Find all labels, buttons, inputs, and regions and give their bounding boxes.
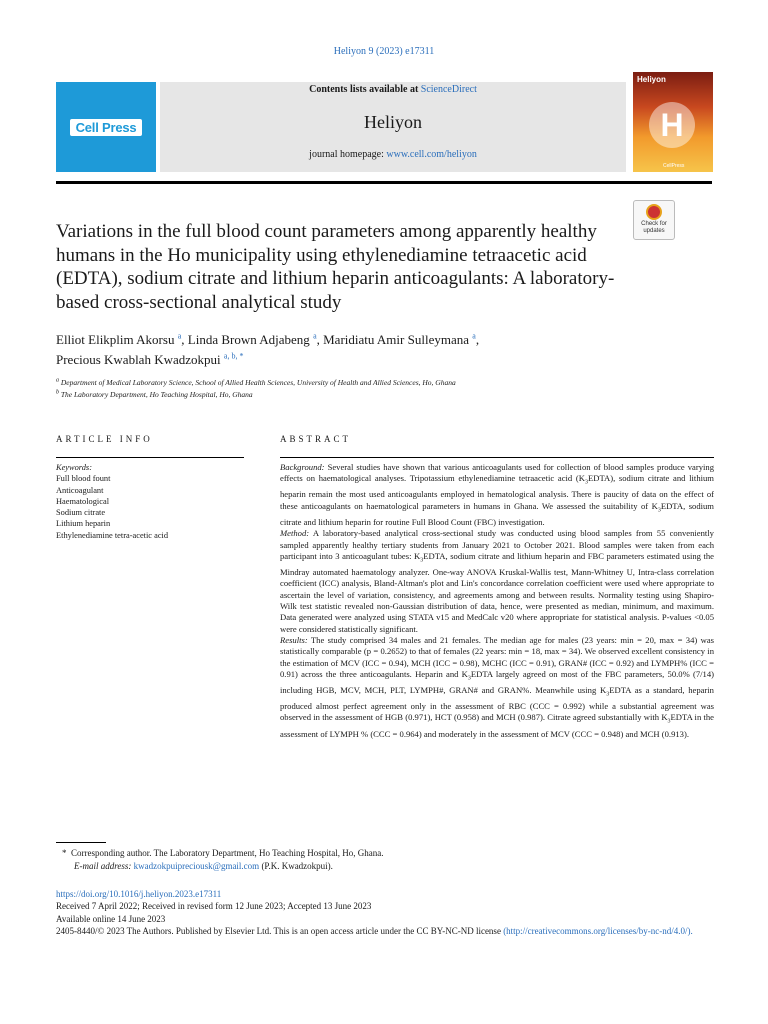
author-separator: , [316,332,324,347]
check-updates-line2: updates [643,228,665,234]
license-link[interactable]: (http://creativecommons.org/licenses/by-nc-nd/4.0/). [503,925,693,936]
corresponding-mark: * [62,848,67,858]
affiliations [56,377,676,401]
bookmark-icon [646,204,662,220]
subscript: 3 [606,691,610,698]
article-info-divider [56,457,244,458]
keyword: Ethylenediamine tetra-acetic acid [56,530,169,540]
email-link[interactable]: kwadzokpuipreciousk@gmail.com [133,860,260,871]
keywords-label: Keywords: [56,463,92,472]
author-affil-link[interactable]: a [177,331,182,341]
license-text: 2405-8440/© 2023 The Authors. Published by Elsevier Ltd. This is an open access article under the CC BY-NC-ND license [56,925,501,936]
citation-link[interactable]: Heliyon 9 (2023) e17311 [333,46,435,57]
abstract-heading: ABSTRACT [280,434,352,444]
keyword: Anticoagulant [56,485,104,495]
author-name[interactable]: Precious Kwablah Kwadzokpui [56,352,221,367]
affiliation-text: Department of Medical Laboratory Science, School of Allied Health Sciences, University of Health and Allied Sciences, Ho, Ghana [60,378,456,387]
publisher-logo[interactable] [56,82,156,172]
author-separator: , [475,332,480,347]
check-for-updates-button[interactable] [633,200,675,240]
homepage-link[interactable]: www.cell.com/heliyon [386,149,477,160]
author-name[interactable]: Maridiatu Amir Sulleymana [323,332,469,347]
sciencedirect-link[interactable]: ScienceDirect [420,84,477,95]
contents-line [160,84,626,95]
email-label: E-mail address: [74,860,132,871]
author-name[interactable]: Linda Brown Adjabeng [187,332,310,347]
subscript: 3 [420,557,424,564]
cover-publisher: CellPress [663,163,685,169]
keyword: Full blood fount [56,474,111,484]
results-text: The study comprised 34 males and 21 females. The median age for males (23 years: min = 20, max = 34) was statistically comparable (p = 0.2652) to that of females (22 years: min = 18, max = 34). We observed excellent consistency in the estimation of MCV (ICC = 0.94), MCH (ICC = 0.98), MCHC (ICC = 0.91), GRAN# (ICC = 0.92) and LYMPH% (ICC = 0.91) across the three anticoagulants. Heparin and $K_3EDTA$ largely agreed on most of the FBC parameters, 50.0% (7/14) including HGB, MCV, MCH, PLT, LYMPH#, GRAN# and GRAN%. Meanwhile using $K_3EDTA$ as a standard, heparin produced almost perfect agreement only in the assessment of RBC (CCC = 0.992) while a substantial agreement was observed in the assessment of HGB (0.971), HCT (0.958) and MCH (0.987). Citrate agreed substantially with $K_3EDTA$ in the assessment of LYMPH % (CCC = 0.964) and moderately in the assessment of MCV (CCC = 0.948) and MCH (0.913). [280,634,715,739]
author-affil-link[interactable]: a [472,331,476,341]
author-affil-link[interactable]: a, b, * [223,351,244,361]
corresponding-note [62,847,682,860]
footnote-divider [56,842,106,843]
abstract-background [280,462,714,528]
abstract-method [280,528,714,635]
cover-logo-icon: H [649,102,695,148]
article-metadata [56,888,714,937]
keyword: Sodium citrate [56,508,106,518]
cellpress-logo-icon: Cell Press [70,119,143,136]
check-updates-line1: Check for [641,221,667,227]
email-note [62,860,682,873]
doi-link[interactable]: https://doi.org/10.1016/j.heliyon.2023.e17311 [56,889,222,899]
keyword: Haematological [56,496,110,506]
author-affil-link[interactable]: a [313,331,317,341]
available-date: Available online 14 June 2023 [56,913,166,924]
journal-citation [0,46,768,57]
subscript: 3 [667,719,671,726]
author-list [56,330,676,370]
received-dates: Received 7 April 2022; Received in revised form 12 June 2023; Accepted 13 June 2023 [56,901,372,912]
keywords-list [56,462,244,541]
homepage-line [160,149,626,160]
journal-banner [160,82,626,172]
author-name[interactable]: Elliot Elikplim Akorsu [56,332,175,347]
affiliation [56,377,676,389]
contents-prefix: Contents lists available at [309,84,421,95]
method-text: A laboratory-based analytical cross-sectional study was conducted using blood samples from 55 conveniently sampled apparently healthy tertiary students from January 2021 to October 2021. Blood samples were taken from each participant into 3 anticoagulant tubes: $K_3EDTA$, sodium citrate and lithium heparin and FBC parameters estimated using the Mindray automated haematology analyzer. One-way ANOVA Kruskal-Wallis test, Mann-Whitney U, Intra-class correlation coefficient (ICC) analysis, Bland-Altman's plot and Lin's concordance correlation coefficient were used where appropriate to ascertain the level of variation, consistency, and agreements among and between results. Normality testing using Shapiro-Wilk test statistic revealed non-Gaussian distribution of data, hence, were presented as median, minimum, and maximum. Data generated were analyzed using STATA v15 and MedCalc v20 where appropriate for statistical analysis. P-values <0.05 were considered statistically significant. [280,528,714,634]
subscript: 3 [467,675,471,682]
results-label: Results: [280,634,308,645]
footnotes [62,847,682,872]
abstract-results [280,635,714,740]
affiliation-marker: b [56,389,59,396]
abstract-divider [280,457,714,458]
journal-header [56,75,712,178]
keyword: Lithium heparin [56,519,111,529]
author-separator: , [181,332,188,347]
subscript: 3 [584,480,588,487]
cover-title: Heliyon [637,75,666,84]
corresponding-text: Corresponding author. The Laboratory Department, Ho Teaching Hospital, Ho, Ghana. [71,848,384,858]
email-suffix: (P.K. Kwadzokpui). [261,860,333,871]
method-label: Method: [280,528,310,539]
background-text: Several studies have shown that various anticoagulants used for collection of blood samples produce varying effects on haematological analyses. Tripotassium ethylenediamine tetraacetic acid $(K_3EDTA)$, sodium citrate and lithium heparin remain the most used anticoagulants employed in hematological analysis. There is paucity of data on the effect of these anticoagulants on haematological parameters in humans in Ghana. We assessed the suitability of $K_3EDTA$, sodium citrate and lithium heparin for routine Full Blood Count (FBC) investigation. [280,462,714,527]
license-statement [56,925,714,937]
affiliation [56,389,676,401]
background-label: Background: [280,462,325,472]
abstract-body [280,462,714,740]
article-info-heading: ARTICLE INFO [56,434,153,444]
header-divider [56,181,712,184]
subscript: 3 [657,507,661,514]
journal-name: Heliyon [364,112,422,132]
journal-cover-image[interactable] [633,72,713,172]
affiliation-marker: a [56,377,59,384]
article-title: Variations in the full blood count parameters among apparently healthy humans in the Ho municipality using ethylenediamine tetraacetic acid (EDTA), sodium citrate and lithium heparin anticoagulants: A laboratory-based cross-sectional analytical study [56,221,615,313]
homepage-prefix: journal homepage: [309,149,387,160]
affiliation-text: The Laboratory Department, Ho Teaching Hospital, Ho, Ghana [60,390,253,399]
